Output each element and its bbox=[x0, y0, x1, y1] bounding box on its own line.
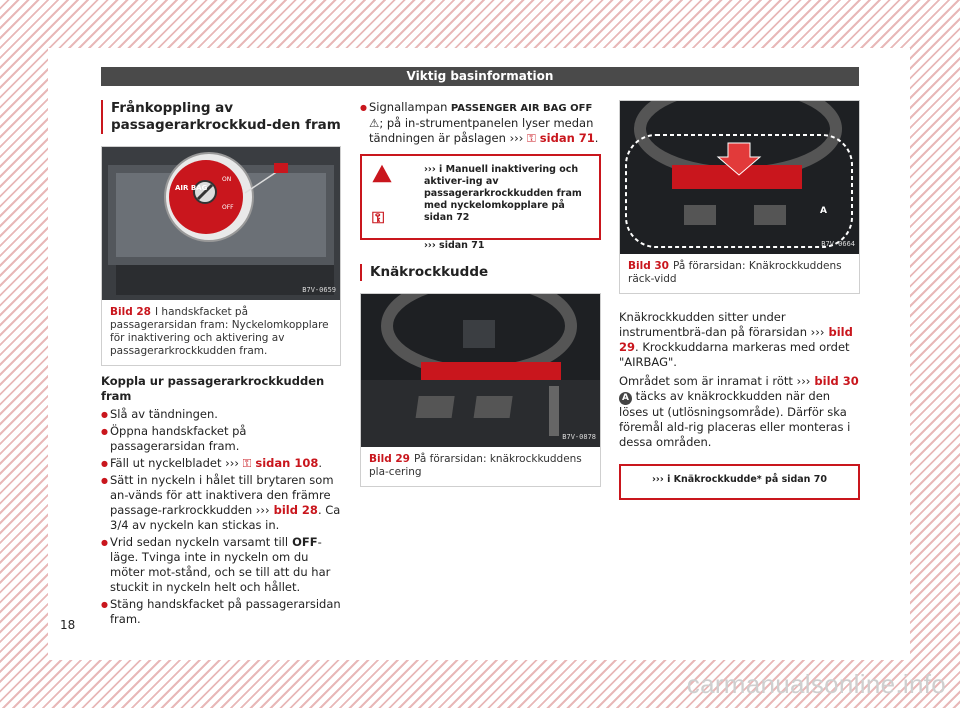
figure-code: B7V-0878 bbox=[562, 433, 596, 441]
warning-box bbox=[360, 154, 601, 251]
page-link[interactable]: sidan 71 bbox=[535, 131, 595, 145]
glovebox-photo bbox=[102, 147, 340, 300]
knee-airbag-range-illustration bbox=[620, 101, 859, 254]
key-icon: ⚿ bbox=[527, 131, 536, 145]
warning-text[interactable]: ››› i Knäkrockkudde* på sidan 70 bbox=[652, 474, 827, 485]
steps-list bbox=[101, 407, 341, 627]
knee-airbag-range-photo bbox=[620, 101, 859, 254]
warning-text-1[interactable]: ››› i Manuell inaktivering och aktiver-ing av passagerarkrockkudden fram med nyckelomkopplare på sidan 72 bbox=[424, 164, 582, 223]
warning-icon bbox=[372, 165, 391, 183]
list-item: ● Signallampan PASSENGER AIR BAG OFF ⚠; på in-strumentpanelen lyser medan tändningen är påslagen ››› ⚿ sidan 71. bbox=[360, 100, 601, 146]
key-icon: ⚿ bbox=[242, 456, 252, 470]
section-header: Viktig basinformation bbox=[101, 67, 859, 86]
right-column bbox=[619, 100, 860, 500]
key-icon: ⚿ bbox=[372, 208, 385, 227]
list-item: ● Slå av tändningen. bbox=[101, 407, 341, 422]
figure-text: På förarsidan: knäkrockkuddens pla-cering bbox=[369, 453, 582, 478]
middle-column bbox=[360, 100, 601, 487]
airbag-label: AIR BAG bbox=[175, 184, 208, 192]
figure-caption bbox=[620, 254, 859, 293]
page-number: 18 bbox=[60, 618, 76, 632]
figure-text: På förarsidan: Knäkrockkuddens räck-vidd bbox=[628, 260, 842, 285]
list-item: ● Öppna handskfacket på passagerarsidan fram. bbox=[101, 424, 341, 454]
warning-text-2[interactable]: ››› sidan 71 bbox=[424, 240, 485, 251]
list-item: ● Stäng handskfacket på passagerarsidan fram. bbox=[101, 597, 341, 627]
figure-29 bbox=[360, 293, 601, 487]
figure-caption bbox=[361, 447, 600, 486]
paragraph: Knäkrockkudden sitter under instrumentbrä-dan på förarsidan ››› bild 29. Krockkuddarna markeras med ordet "AIRBAG". bbox=[619, 310, 853, 369]
figure-link[interactable]: bild 28 bbox=[269, 503, 318, 517]
left-column bbox=[101, 100, 341, 629]
off-label: OFF bbox=[222, 204, 234, 211]
steps-heading: Koppla ur passagerarkrockkudden fram bbox=[101, 374, 325, 403]
callout-a: A bbox=[820, 206, 827, 216]
glovebox-illustration bbox=[102, 147, 340, 300]
knee-airbag-illustration bbox=[361, 294, 600, 447]
figure-label: Bild 29 bbox=[369, 453, 410, 465]
warning-lamp-text: PASSENGER AIR BAG OFF bbox=[447, 103, 593, 114]
paragraph: Området som är inramat i rött ››› bild 30 A täcks av knäkrockkudden när den löses ut (utlösningsområde). Därför ska föremål ald-rig placeras eller monteras i dessa områden. bbox=[619, 374, 859, 449]
figure-label: Bild 30 bbox=[628, 260, 669, 272]
list-item: ● Fäll ut nyckelbladet ››› ⚿ sidan 108. bbox=[101, 456, 341, 471]
watermark: carmanualsonline.info bbox=[686, 669, 946, 699]
figure-30 bbox=[619, 100, 860, 294]
callout-badge: A bbox=[619, 392, 632, 405]
knee-airbag-heading: Knäkrockkudde bbox=[360, 264, 601, 281]
figure-label: Bild 28 bbox=[110, 306, 151, 318]
page-link[interactable]: sidan 108 bbox=[251, 456, 319, 470]
left-heading: Frånkoppling av passagerarkrockkud-den fram bbox=[101, 100, 341, 134]
knee-airbag-photo bbox=[361, 294, 600, 447]
figure-link[interactable]: bild 30 bbox=[810, 374, 859, 388]
figure-code: B7V-0659 bbox=[302, 286, 336, 294]
on-label: ON bbox=[222, 176, 232, 183]
figure-code: B7V-0664 bbox=[821, 240, 855, 248]
figure-caption bbox=[102, 300, 340, 365]
airbag-off-icon: ⚠ bbox=[369, 116, 380, 130]
figure-text: I handskfacket på passagerarsidan fram: Nyckelomkopplare för inaktivering och aktivering av passagerarkrockkudden fram. bbox=[110, 306, 329, 357]
figure-link[interactable]: bild 29 bbox=[619, 325, 853, 354]
figure-28 bbox=[101, 146, 341, 366]
list-item: ● Sätt in nyckeln i hålet till brytaren som an-vänds för att inaktivera den främre passage-rarkrockkudden ››› bild 28. Ca 3/4 av nyckeln kan stickas in. bbox=[101, 473, 341, 533]
warning-box bbox=[619, 464, 860, 500]
list-item: ● Vrid sedan nyckeln varsamt till OFF-läge. Tvinga inte in nyckeln om du möter mot-stånd, och se till att du har stuckit in nyckeln helt och hållet. bbox=[101, 535, 341, 595]
